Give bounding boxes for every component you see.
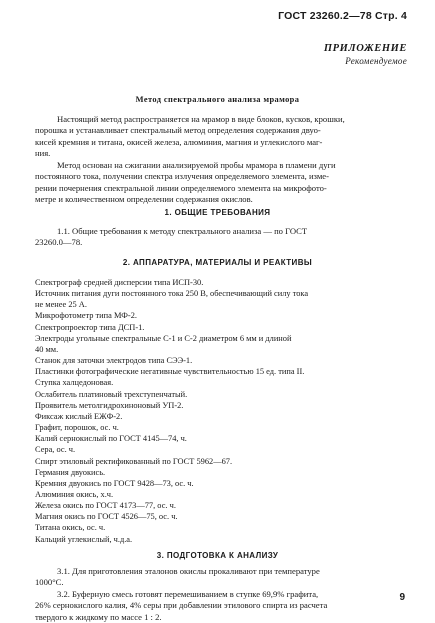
- list-item: Кремния двуокись по ГОСТ 9428—73, ос. ч.: [35, 478, 194, 488]
- section-1-text: [35, 226, 410, 249]
- text-line: 3.2. Буферную смесь готовят перемешиванием в ступке 69,9% графита,: [57, 589, 319, 599]
- text-line: 1.1. Общие требования к методу спектрального анализа — по ГОСТ: [57, 226, 308, 236]
- list-item: Проявитель метолгидрохиноновый УП-2.: [35, 400, 184, 410]
- text-line: кисей кремния и титана, окисей железа, алюминия, магния и углекислого маг-: [35, 136, 323, 147]
- text-line: твердого к жидкому по массе 1 : 2.: [35, 611, 162, 622]
- page-number: 9: [399, 592, 405, 603]
- list-item: Источник питания дуги постоянного тока 250 В, обеспечивающий силу тока: [35, 289, 309, 299]
- text-line: ния.: [35, 147, 51, 158]
- list-item: Электроды угольные спектральные С-1 и С-2 диаметром 6 мм и длиной: [35, 333, 292, 343]
- text-line: 1000°С.: [35, 577, 64, 588]
- list-item: Станок для заточки электродов типа СЭЭ-1.: [35, 356, 193, 366]
- text-line: рении почернения спектральной линии определяемого элемента на микрофото-: [35, 182, 327, 193]
- method-paragraph-2: [35, 160, 410, 205]
- list-item: Ослабитель платиновый трехступенчатый.: [35, 389, 188, 399]
- list-item: Калий сернокислый по ГОСТ 4145—74, ч.: [35, 434, 187, 444]
- text-line: Метод основан на сжигании анализируемой пробы мрамора в пламени дуги: [57, 160, 336, 170]
- section-3-paragraph-1: [35, 566, 410, 589]
- section-1-title: 1. ОБЩИЕ ТРЕБОВАНИЯ: [164, 208, 271, 217]
- list-item: Микрофотометр типа МФ-2.: [35, 311, 137, 321]
- list-item: Пластинки фотографические негативные чувствительностью 15 ед. типа II.: [35, 367, 305, 377]
- text-line: постоянного тока, получении спектра излучения определяемого элемента, изме-: [35, 171, 329, 182]
- list-item: Спектрограф средней дисперсии типа ИСП-30.: [35, 278, 204, 287]
- equipment-list: [35, 277, 415, 545]
- list-item: Сера, ос. ч.: [35, 445, 76, 455]
- text-line: Настоящий метод распространяется на мрамор в виде блоков, кусков, крошки,: [57, 114, 345, 124]
- text-line: 23260.0—78.: [35, 237, 83, 248]
- list-item: Спектропроектор типа ДСП-1.: [35, 322, 145, 332]
- text-line: метре и количественном определении содержания окислов.: [35, 193, 253, 204]
- section-2-title: 2. АППАРАТУРА, МАТЕРИАЛЫ И РЕАКТИВЫ: [122, 258, 313, 267]
- appendix-title: ПРИЛОЖЕНИЕ: [323, 43, 407, 54]
- list-item: Графит, порошок, ос. ч.: [35, 423, 119, 433]
- list-item: 40 мм.: [35, 344, 59, 354]
- page-header: ГОСТ 23260.2—78 Стр. 4: [278, 10, 407, 22]
- section-3-title: 3. ПОДГОТОВКА К АНАЛИЗУ: [156, 551, 279, 560]
- list-item: Магния окись по ГОСТ 4526—75, ос. ч.: [35, 512, 178, 522]
- text-line: 3.1. Для приготовления эталонов окислы прокаливают при температуре: [57, 566, 320, 576]
- method-paragraph-1: [35, 114, 410, 159]
- text-line: порошка и устанавливает спектральный метод определения содержания двуо-: [35, 125, 321, 136]
- list-item: Железа окись по ГОСТ 4173—77, ос. ч.: [35, 501, 176, 511]
- list-item: Фиксаж кислый ЕЖФ-2.: [35, 411, 123, 421]
- method-title: Метод спектрального анализа мрамора: [135, 95, 300, 104]
- list-item: Титана окись, ос. ч.: [35, 523, 106, 533]
- list-item: не менее 25 А.: [35, 300, 87, 310]
- text-line: 26% сернокислого калия, 4% серы при добавлении этилового спирта из расчета: [35, 600, 328, 611]
- list-item: Ступка халцедоновая.: [35, 378, 114, 388]
- list-item: Спирт этиловый ректификованный по ГОСТ 5962—67.: [35, 456, 233, 466]
- appendix-subtitle: Рекомендуемое: [345, 56, 407, 66]
- list-item: Кальций углекислый, ч.д.а.: [35, 534, 133, 544]
- list-item: Германия двуокись.: [35, 467, 106, 477]
- list-item: Алюминия окись, х.ч.: [35, 489, 114, 499]
- section-3-paragraph-2: [35, 589, 375, 623]
